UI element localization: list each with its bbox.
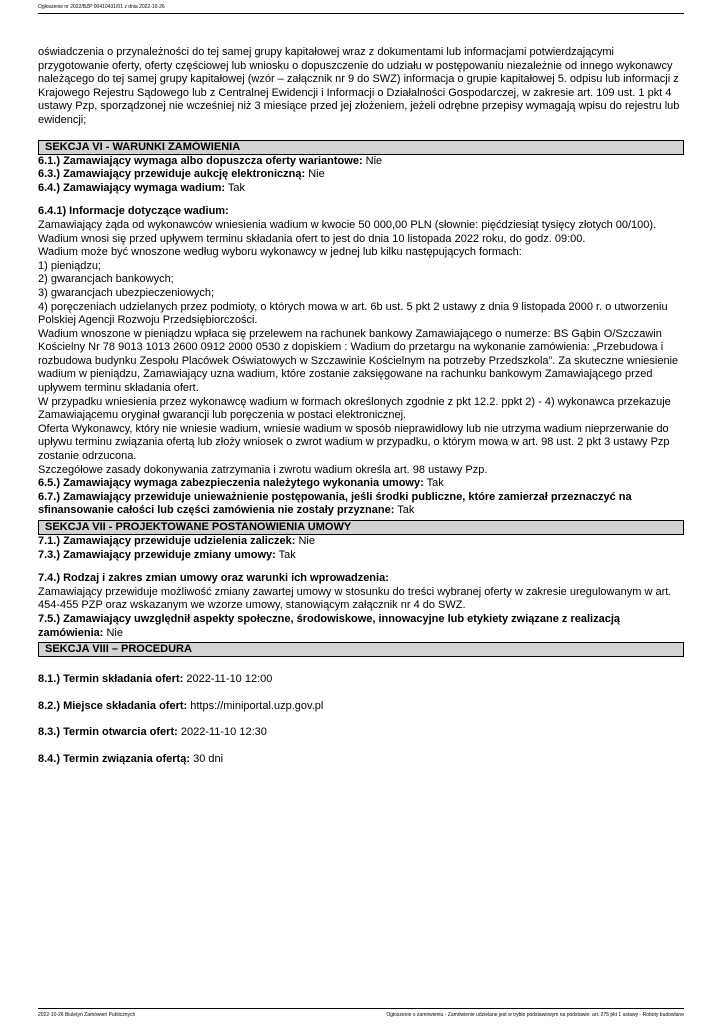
wadium-line: Zamawiający żąda od wykonawców wniesienia wadium w kwocie 50 000,00 PLN (słownie: pięćdziesiąt tysięcy złotych 00/100). xyxy=(38,218,657,231)
item-8-1-value: 2022-11-10 12:00 xyxy=(183,673,273,686)
item-6-7 xyxy=(38,491,684,518)
wadium-line: Oferta Wykonawcy, który nie wniesie wadium, wniesie wadium w sposób nieprawidłowy lub nie utrzyma wadium nieprzerwanie do upływu terminu związania ofertą lub złoży wniosek o zwrot wadium w przypadku, o którym mowa w art. 98 ust. 2 pkt 3 ustawy Pzp zostanie odrzucona. xyxy=(38,422,670,463)
wadium-line: Wadium wnosi się przed upływem terminu składania ofert to jest do dnia 10 listopada 2022 roku, do godz. 09:00. xyxy=(38,232,586,245)
section-vii-title: SEKCJA VII - PROJEKTOWANE POSTANOWIENIA UMOWY xyxy=(45,521,352,533)
item-6-4-1-label: 6.4.1) Informacje dotyczące wadium: xyxy=(38,205,229,218)
item-7-5 xyxy=(38,613,684,640)
item-7-3-value: Tak xyxy=(275,548,296,561)
item-6-4 xyxy=(38,182,684,196)
item-6-3 xyxy=(38,168,684,182)
item-8-3 xyxy=(38,726,684,740)
item-6-5 xyxy=(38,477,684,491)
item-6-3-value: Nie xyxy=(305,168,325,181)
announcement-number: Ogłoszenie nr 2022/BZP 00410431/01 z dnia 2022-10-26 xyxy=(38,4,165,10)
page-footer xyxy=(38,1008,684,1019)
item-7-4-label: 7.4.) Rodzaj i zakres zmian umowy oraz warunki ich wprowadzenia: xyxy=(38,572,389,585)
intro-paragraph: oświadczenia o przynależności do tej samej grupy kapitałowej wraz z dokumentami lub informacjami potwierdzającymi przygotowanie oferty, oferty częściowej lub wniosku o dopuszczenie do udziału w postępowaniu niezależnie od innego wykonawcy należącego do tej samej grupy kapitałowej (wzór – załącznik nr 9 do SWZ) informacja o grupie kapitałowej 5. odpisu lub informacji z Krajowego Rejestru Sądowego lub z Centralnej Ewidencji i Informacji o Działalności Gospodarczej, w zakresie art. 109 ust. 1 pkt 4 ustawy Pzp, sporządzonej nie wcześniej niż 3 miesiące przed jej złożeniem, jeżeli odrębne przepisy wymagają wpisu do rejestru lub ewidencji; xyxy=(38,46,680,126)
item-8-4-label: 8.4.) Termin związania ofertą: xyxy=(38,752,191,765)
item-6-1 xyxy=(38,155,684,169)
item-6-4-1 xyxy=(38,205,684,477)
item-8-3-value: 2022-11-10 12:30 xyxy=(177,726,267,739)
page-header xyxy=(38,4,684,14)
wadium-line: Wadium wnoszone w pieniądzu wpłaca się przelewem na rachunek bankowy Zamawiającego o numerze: BS Gąbin O/Szczawin Kościelny Nr 78 9013 1013 2600 0912 2000 0530 z dopiskiem : Wadium do przetargu na wykonanie zamówienia: „Przebudowa i rozbudowa budynku Zespołu Placówek Oświatowych w Szczawinie Kościelnym na potrzeby Przedszkola”. Za skuteczne wniesienie wadium w pieniądzu, Zamawiający uzna wadium, które zostanie zaksięgowane na rachunku bankowym Zamawiającego przed upływem terminu składania ofert. xyxy=(38,327,679,395)
wadium-line: 2) gwarancjach bankowych; xyxy=(38,273,174,286)
item-7-3 xyxy=(38,549,684,563)
item-6-1-value: Nie xyxy=(362,154,383,167)
wadium-line: 1) pieniądzu; xyxy=(38,259,101,272)
section-viii-title: SEKCJA VIII – PROCEDURA xyxy=(45,643,192,656)
item-7-5-label: 7.5.) Zamawiający uwzględnił aspekty społeczne, środowiskowe, innowacyjne lub etykiety związane z realizacją zamówienia: xyxy=(38,612,620,639)
section-vii-header xyxy=(38,520,684,535)
item-6-4-value: Tak xyxy=(225,181,246,194)
item-6-7-value: Tak xyxy=(394,504,415,517)
footer-right: Ogłoszenie o zamówieniu - Zamówienie udzielane jest w trybie podstawowym na podstawie: art. 275 pkt 1 ustawy - Roboty budowlane xyxy=(386,1012,684,1018)
item-8-2-label: 8.2.) Miejsce składania ofert: xyxy=(38,699,188,712)
item-8-2-value: https://miniportal.uzp.gov.pl xyxy=(187,699,324,712)
item-6-5-label: 6.5.) Zamawiający wymaga zabezpieczenia należytego wykonania umowy: xyxy=(38,477,424,490)
item-6-4-label: 6.4.) Zamawiający wymaga wadium: xyxy=(38,181,226,194)
section-vi-header xyxy=(38,140,684,155)
item-8-4 xyxy=(38,753,684,767)
section-vi-title: SEKCJA VI - WARUNKI ZAMÓWIENIA xyxy=(45,140,241,153)
item-8-3-label: 8.3.) Termin otwarcia ofert: xyxy=(38,726,178,739)
wadium-line: Wadium może być wnoszone według wyboru wykonawcy w jednej lub kilku następujących formach: xyxy=(38,246,522,259)
item-8-1-label: 8.1.) Termin składania ofert: xyxy=(38,673,184,686)
wadium-line: 3) gwarancjach ubezpieczeniowych; xyxy=(38,286,215,299)
item-7-4 xyxy=(38,572,684,613)
item-7-1-value: Nie xyxy=(295,535,315,547)
item-7-1 xyxy=(38,535,684,549)
item-8-2 xyxy=(38,700,684,714)
document-body xyxy=(38,46,684,767)
section-viii-header xyxy=(38,642,684,657)
item-7-1-label: 7.1.) Zamawiający przewiduje udzielenia zaliczek: xyxy=(38,535,296,547)
item-7-3-label: 7.3.) Zamawiający przewiduje zmiany umowy: xyxy=(38,548,276,561)
item-6-5-value: Tak xyxy=(423,477,444,490)
footer-left: 2022-10-26 Biuletyn Zamówień Publicznych xyxy=(38,1012,136,1018)
item-6-3-label: 6.3.) Zamawiający przewiduje aukcję elektroniczną: xyxy=(38,168,306,181)
wadium-line: Szczegółowe zasady dokonywania zatrzymania i zwrotu wadium określa art. 98 ustawy Pzp. xyxy=(38,463,488,476)
item-6-1-label: 6.1.) Zamawiający wymaga albo dopuszcza oferty wariantowe: xyxy=(38,154,363,167)
item-7-5-value: Nie xyxy=(103,626,123,639)
wadium-line: 4) poręczeniach udzielanych przez podmioty, o których mowa w art. 6b ust. 5 pkt 2 ustawy z dnia 9 listopada 2000 r. o utworzeniu Polskiej Agencji Rozwoju Przedsiębiorczości. xyxy=(38,300,668,327)
item-8-4-value: 30 dni xyxy=(190,752,224,765)
wadium-line: W przypadku wniesienia przez wykonawcę wadium w formach określonych zgodnie z pkt 12.2. ppkt 2) - 4) wykonawca przekazuje Zamawiającemu oryginał gwarancji lub poręczenia w postaci elektronicznej. xyxy=(38,395,671,422)
item-7-4-text: Zamawiający przewiduje możliwość zmiany zawartej umowy w stosunku do treści wybranej oferty w zakresie uregulowanym w art. 454-455 PZP oraz wskazanym we wzorze umowy, stanowiącym załącznik nr 4 do SWZ. xyxy=(38,585,672,612)
item-6-7-label: 6.7.) Zamawiający przewiduje unieważnienie postępowania, jeśli środki publiczne, które zamierzał przeznaczyć na sfinansowanie całości lub części zamówienia nie zostały przyznane: xyxy=(38,490,632,517)
item-8-1 xyxy=(38,673,684,687)
